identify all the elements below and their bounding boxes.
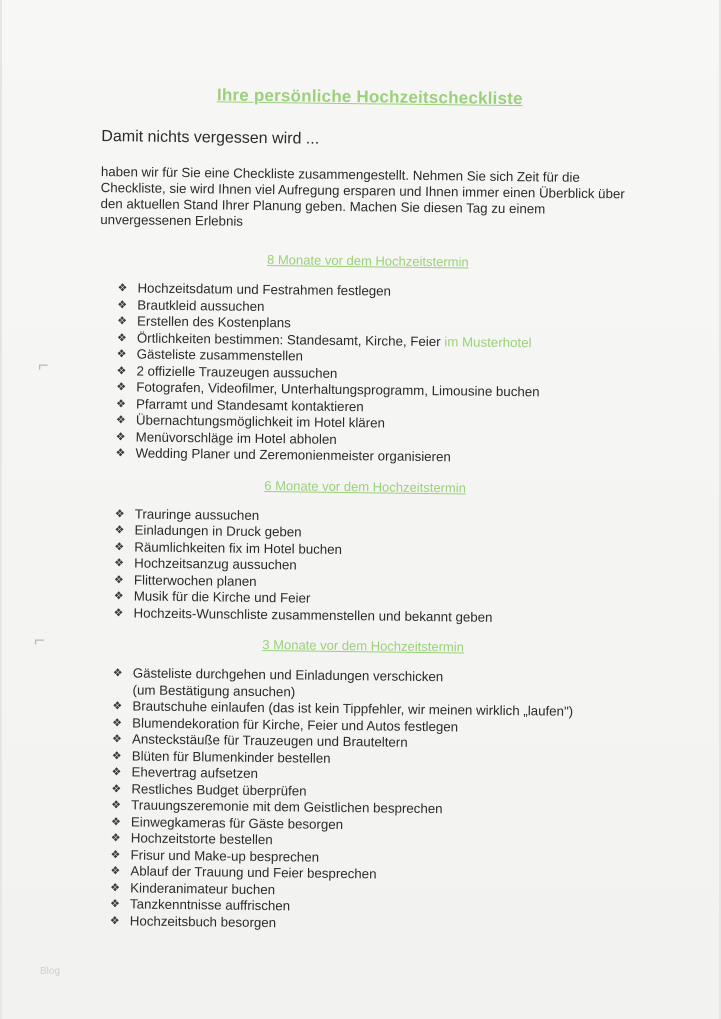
checklist-item-text: Menüvorschläge im Hotel abholen — [135, 428, 337, 447]
diamond-bullet-icon: ❖ — [114, 524, 125, 537]
checklist — [93, 505, 634, 627]
checklist-item-text: Hochzeits-Wunschliste zusammenstellen und bekannt geben — [133, 604, 493, 625]
checklist-item-text: Ehevertrag aufsetzen — [131, 764, 259, 781]
diamond-bullet-icon: ❖ — [111, 749, 122, 762]
diamond-bullet-icon: ❖ — [116, 397, 127, 410]
diamond-bullet-icon: ❖ — [112, 667, 123, 680]
checklist-item-text: Gästeliste zusammenstellen — [136, 346, 304, 364]
checklist-item-continuation: (um Bestätigung ansuchen) — [132, 681, 296, 699]
checklist-item-text: Blüten für Blumenkinder bestellen — [131, 747, 331, 766]
highlighted-venue: im Musterhotel — [444, 333, 532, 350]
diamond-bullet-icon: ❖ — [117, 282, 128, 295]
checklist-item-text: Trauringe aussuchen — [134, 505, 260, 523]
diamond-bullet-icon: ❖ — [112, 716, 123, 729]
diamond-bullet-icon: ❖ — [115, 430, 126, 443]
diamond-bullet-icon: ❖ — [116, 331, 127, 344]
checklist — [90, 665, 633, 936]
section-heading: 3 Monate vor dem Hochzeitstermin — [262, 637, 465, 655]
diamond-bullet-icon: ❖ — [109, 914, 120, 927]
checklist-item-text: Hochzeitsbuch besorgen — [129, 912, 277, 930]
checklist-item-text: Ablauf der Trauung und Feier besprechen — [130, 863, 377, 882]
diamond-bullet-icon: ❖ — [113, 606, 124, 619]
document-content — [90, 84, 640, 950]
diamond-bullet-icon: ❖ — [116, 381, 127, 394]
diamond-bullet-icon: ❖ — [115, 414, 126, 427]
checklist-item-text: Trauungszeremonie mit dem Geistlichen besprechen — [131, 797, 443, 817]
checklist-item-text: Frisur und Make-up besprechen — [130, 846, 320, 865]
checklist-item-text: 2 offizielle Trauzeugen aussuchen — [136, 362, 338, 381]
checklist-item-text: Hochzeitstorte bestellen — [130, 830, 273, 848]
diamond-bullet-icon: ❖ — [116, 348, 127, 361]
diamond-bullet-icon: ❖ — [114, 540, 125, 553]
checklist-item-text: Hochzeitsdatum und Festrahmen festlegen — [137, 280, 392, 299]
punch-hole-mark-lower: ⌐ — [34, 630, 45, 650]
checklist-item-text: Brautschuhe einlaufen (das ist kein Tippfehler, wir meinen wirklich „laufen") — [132, 698, 574, 719]
diamond-bullet-icon: ❖ — [110, 881, 121, 894]
diamond-bullet-icon: ❖ — [110, 865, 121, 878]
diamond-bullet-icon: ❖ — [113, 590, 124, 603]
diamond-bullet-icon: ❖ — [117, 298, 128, 311]
page-edge-left — [0, 0, 2, 1019]
intro-paragraph: haben wir für Sie eine Checkliste zusammengestellt. Nehmen Sie sich Zeit für die Checkliste, sie wird Ihnen viel Aufregung ersparen und Ihnen immer einen Überblick über den aktuellen Stand Ihrer Planung geben. Machen Sie diesen Tag zu einem unvergessenen Erlebnis — [100, 164, 625, 229]
footer-watermark: Blog — [40, 966, 61, 977]
diamond-bullet-icon: ❖ — [111, 766, 122, 779]
diamond-bullet-icon: ❖ — [110, 832, 121, 845]
section-heading: 6 Monate vor dem Hochzeitstermin — [264, 477, 466, 495]
checklist-item-text: Blumendekoration für Kirche, Feier und Autos festlegen — [132, 714, 459, 734]
checklist-item-text: Wedding Planer und Zeremonienmeister organisieren — [135, 445, 451, 465]
checklist-item-text: Hochzeitsanzug aussuchen — [134, 555, 297, 573]
checklist-item-text: Einwegkameras für Gäste besorgen — [130, 813, 344, 832]
diamond-bullet-icon: ❖ — [117, 315, 128, 328]
checklist-item-text: Musik für die Kirche und Feier — [133, 588, 311, 606]
diamond-bullet-icon: ❖ — [111, 782, 122, 795]
section-heading: 8 Monate vor dem Hochzeitstermin — [266, 252, 469, 270]
diamond-bullet-icon: ❖ — [111, 733, 122, 746]
checklist-item-text: Räumlichkeiten fix im Hotel buchen — [134, 538, 343, 557]
checklist-item-text: Ansteckstäuße für Trauzeugen und Brauteltern — [131, 731, 408, 750]
page-subtitle: Damit nichts vergessen wird ... — [101, 128, 320, 148]
checklist-item-text: Gästeliste durchgehen und Einladungen verschicken — [132, 665, 444, 685]
checklist-item-text: Erstellen des Kostenplans — [137, 313, 291, 331]
diamond-bullet-icon: ❖ — [109, 898, 120, 911]
diamond-bullet-icon: ❖ — [114, 557, 125, 570]
checklist-item-text: Brautkleid aussuchen — [137, 296, 265, 314]
diamond-bullet-icon: ❖ — [115, 447, 126, 460]
checklist-sections — [90, 250, 638, 936]
checklist-item-text: Pfarramt und Standesamt kontaktieren — [136, 395, 364, 414]
page-title: Ihre persönliche Hochzeitscheckliste — [216, 85, 523, 109]
punch-hole-mark-upper: ⌐ — [38, 355, 49, 375]
diamond-bullet-icon: ❖ — [114, 507, 125, 520]
diamond-bullet-icon: ❖ — [112, 700, 123, 713]
checklist-item-text: Kinderanimateur buchen — [130, 879, 276, 897]
diamond-bullet-icon: ❖ — [110, 848, 121, 861]
checklist-item-text: Örtlichkeiten bestimmen: Standesamt, Kirche, Feier — [136, 329, 445, 349]
diamond-bullet-icon: ❖ — [110, 815, 121, 828]
diamond-bullet-icon: ❖ — [111, 799, 122, 812]
checklist-item-text: Flitterwochen planen — [133, 571, 257, 589]
checklist-item-text: Restliches Budget überprüfen — [131, 780, 307, 799]
diamond-bullet-icon: ❖ — [113, 573, 124, 586]
checklist — [95, 280, 637, 468]
checklist-item-text: Übernachtungsmöglichkeit im Hotel klären — [135, 412, 386, 431]
checklist-item-text: Fotografen, Videofilmer, Unterhaltungsprogramm, Limousine buchen — [136, 379, 540, 400]
checklist-item-text: Tanzkenntnisse auffrischen — [129, 896, 291, 914]
checklist-item-text: Einladungen in Druck geben — [134, 522, 302, 540]
diamond-bullet-icon: ❖ — [116, 364, 127, 377]
